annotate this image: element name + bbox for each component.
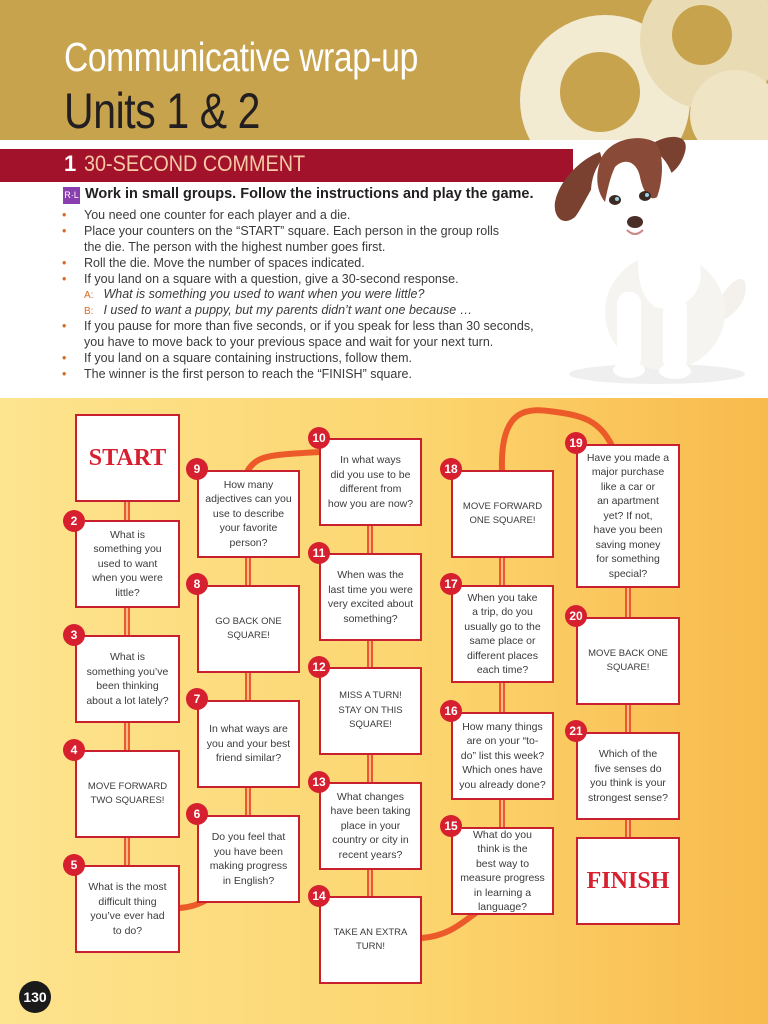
square-text: What is — [109, 528, 145, 541]
square-text: making progress — [209, 860, 288, 872]
finish-square: FINISH — [576, 837, 680, 925]
section-title: 30-SECOND COMMENT — [84, 151, 306, 176]
square-number-badge: 19 — [565, 432, 587, 454]
square-text: been thinking — [96, 680, 159, 692]
square-text: Do you feel that — [211, 831, 286, 843]
square-text: something you — [93, 543, 162, 556]
square-number-badge: 9 — [186, 458, 208, 480]
square-text: How many — [223, 478, 274, 491]
square-text: friend similar? — [215, 752, 282, 765]
rule-text: The winner is the first person to reach the “FINISH” square. — [84, 367, 412, 381]
square-text: saving money — [595, 538, 661, 551]
square-text: Which of the — [598, 748, 658, 760]
square-number-badge: 11 — [308, 542, 330, 564]
rule-text: If you pause for more than five seconds, or if you speak for less than 30 seconds, — [84, 319, 534, 333]
board-square-11 — [319, 553, 422, 641]
rule-text: If you land on a square with a question, give a 30-second response. — [84, 272, 459, 286]
section-number: 1 — [64, 151, 77, 176]
square-text: you and your best — [206, 737, 291, 750]
square-text: MOVE BACK ONE — [588, 647, 668, 659]
square-text: do” list this week? — [460, 749, 545, 762]
square-text: What is the most — [88, 881, 167, 893]
speaker-label: A: — [84, 290, 94, 301]
example-text: I used to want a puppy, but my parents didn’t want one because … — [103, 303, 473, 317]
square-text: you’ve ever had — [90, 910, 165, 922]
square-text: how you are now? — [327, 497, 414, 510]
square-text: five senses do — [594, 762, 662, 775]
square-text: in English? — [222, 874, 275, 887]
rule-text: you have to move back to your previous space and wait for your next turn. — [84, 335, 494, 349]
square-number-badge: 20 — [565, 605, 587, 627]
square-text: you have been — [214, 845, 283, 858]
square-text: about a lot lately? — [86, 694, 169, 707]
square-text: Have you made a — [586, 451, 670, 464]
square-number-badge: 18 — [440, 458, 462, 480]
square-text: TWO SQUARES! — [90, 795, 165, 806]
square-number-badge: 5 — [63, 854, 85, 876]
square-text: something you’ve — [86, 665, 169, 678]
page-number: 130 — [19, 981, 51, 1013]
square-text: have been taking — [330, 805, 411, 818]
page-title-line2: Units 1 & 2 — [64, 83, 261, 139]
square-number-badge: 2 — [63, 510, 85, 532]
board-square-19 — [576, 444, 680, 588]
square-number-badge: 16 — [440, 700, 462, 722]
square-text: TURN! — [355, 941, 385, 952]
square-text: are on your “to- — [466, 735, 539, 748]
square-number-badge: 10 — [308, 427, 330, 449]
square-text: GO BACK ONE — [215, 615, 282, 627]
start-square: START — [75, 414, 180, 502]
square-text: like a car or — [600, 480, 656, 493]
square-number-badge: 15 — [440, 815, 462, 837]
square-text: MISS A TURN! — [339, 690, 402, 702]
square-text: to do? — [112, 924, 143, 937]
square-text: same place or — [469, 635, 536, 647]
square-text: recent years? — [338, 848, 403, 861]
board-square-15 — [451, 827, 554, 915]
square-text: How many things — [462, 720, 543, 733]
skill-icon: R·L — [63, 187, 80, 204]
bullet-icon: • — [62, 351, 67, 365]
example-text: What is something you used to want when you were little? — [103, 287, 425, 301]
square-text: measure progress — [460, 872, 545, 884]
square-text: last time you were — [328, 583, 413, 596]
bullet-icon: • — [62, 272, 67, 286]
square-number-badge: 3 — [63, 624, 85, 646]
square-text: strongest sense? — [588, 791, 668, 804]
board-square-6 — [197, 815, 300, 903]
square-text: use to describe — [212, 507, 285, 520]
square-text: place in your — [340, 819, 401, 832]
square-text: in learning a — [473, 886, 532, 899]
square-text: difficult thing — [98, 895, 157, 908]
rule-text: If you land on a square containing instructions, follow them. — [84, 351, 412, 365]
square-text: when you were — [92, 572, 163, 585]
square-number-badge: 13 — [308, 771, 330, 793]
bullet-icon: • — [62, 367, 67, 381]
square-text: special? — [608, 567, 648, 580]
bullet-icon: • — [62, 208, 67, 222]
square-number-badge: 8 — [186, 573, 208, 595]
square-text: Which ones have — [462, 764, 543, 777]
bullet-icon: • — [62, 319, 67, 333]
board-square-5 — [75, 865, 180, 953]
square-text: What is — [109, 651, 145, 663]
board-square-8 — [197, 585, 300, 673]
speaker-label: B: — [84, 306, 94, 317]
square-text: In what ways — [340, 454, 401, 466]
board-square-12 — [319, 667, 422, 755]
square-text: When you take — [467, 591, 538, 604]
square-text: country or city in — [332, 834, 409, 847]
square-text: for something — [596, 553, 660, 566]
rule-text: the die. The person with the highest number goes first. — [84, 240, 386, 254]
square-text: each time? — [476, 664, 529, 676]
square-text: your favorite — [219, 522, 278, 535]
square-number-badge: 7 — [186, 688, 208, 710]
board-square-4 — [75, 750, 180, 838]
board-square-3 — [75, 635, 180, 723]
board-square-13 — [319, 782, 422, 870]
square-text: SQUARE! — [227, 630, 270, 641]
square-text: a trip, do you — [472, 606, 533, 618]
square-text: adjectives can you — [205, 493, 292, 506]
square-text: you think is your — [590, 777, 666, 789]
square-text: an apartment — [597, 495, 659, 508]
square-number-badge: 21 — [565, 720, 587, 742]
square-text: language? — [477, 901, 528, 913]
square-text: major purchase — [591, 466, 665, 479]
square-text: something? — [343, 612, 398, 625]
square-text: What changes — [336, 790, 405, 803]
board-square-16 — [451, 712, 554, 800]
board-square-7 — [197, 700, 300, 788]
square-text: SQUARE! — [606, 662, 650, 673]
board-square-10 — [319, 438, 422, 526]
square-text: used to want — [97, 557, 158, 570]
square-text: person? — [229, 536, 268, 549]
instruction-heading: Work in small groups. Follow the instructions and play the game. — [85, 186, 534, 202]
square-text: STAY ON THIS — [338, 704, 403, 716]
board-square-2 — [75, 520, 180, 608]
square-text: did you use to be — [330, 468, 411, 481]
square-text: TAKE AN EXTRA — [333, 926, 408, 938]
square-text: MOVE FORWARD — [462, 500, 543, 512]
board-square-21 — [576, 732, 680, 820]
rule-text: Place your counters on the “START” square. Each person in the group rolls — [84, 224, 500, 238]
rule-text: You need one counter for each player and a die. — [84, 208, 351, 222]
square-text: best way to — [475, 857, 530, 870]
page-title-line1: Communicative wrap-up — [64, 34, 418, 80]
square-text: you already done? — [459, 778, 546, 791]
square-number-badge: 14 — [308, 885, 330, 907]
board-square-20 — [576, 617, 680, 705]
square-text: When was the — [337, 569, 404, 581]
square-text: little? — [115, 586, 140, 599]
square-number-badge: 6 — [186, 803, 208, 825]
square-text: usually go to the — [464, 620, 541, 633]
bullet-icon: • — [62, 224, 67, 238]
square-text: think is the — [477, 843, 528, 855]
square-text: yet? If not, — [603, 509, 653, 522]
square-text: very excited about — [327, 598, 414, 610]
square-text: In what ways are — [209, 723, 288, 736]
square-number-badge: 12 — [308, 656, 330, 678]
board-square-17 — [451, 585, 554, 683]
square-text: What do you — [473, 828, 532, 841]
rule-text: Roll the die. Move the number of spaces indicated. — [84, 256, 365, 270]
square-text: have you been — [593, 524, 663, 537]
square-text: ONE SQUARE! — [469, 515, 536, 526]
bullet-icon: • — [62, 256, 67, 270]
square-number-badge: 17 — [440, 573, 462, 595]
board-square-14 — [319, 896, 422, 984]
square-text: MOVE FORWARD — [87, 780, 168, 792]
board-square-18 — [451, 470, 554, 558]
board-square-9 — [197, 470, 300, 558]
square-text: SQUARE! — [349, 719, 392, 731]
square-text: different places — [466, 649, 539, 662]
square-text: different from — [339, 483, 402, 495]
square-number-badge: 4 — [63, 739, 85, 761]
